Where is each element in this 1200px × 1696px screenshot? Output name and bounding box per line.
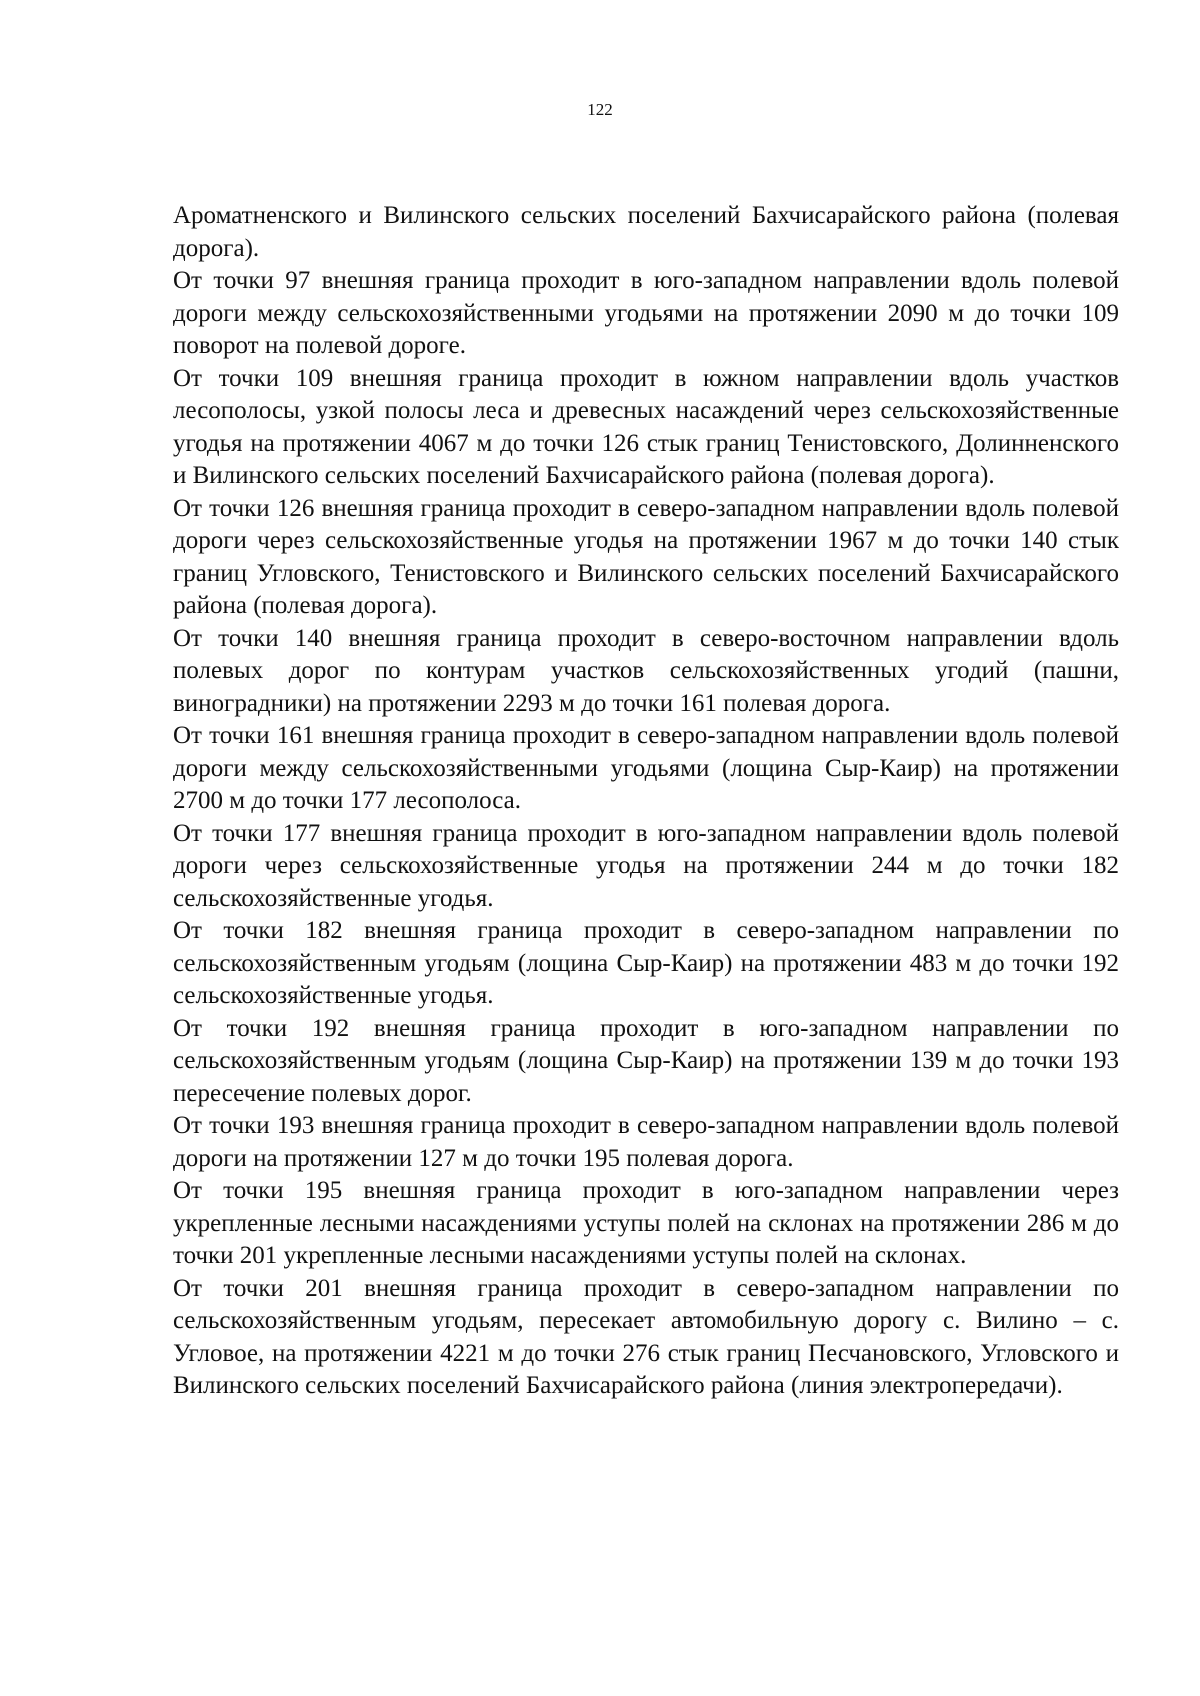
- paragraph: От точки 192 внешняя граница проходит в юго-западном направлении по сельскохозяйственным угодьям (лощина Сыр-Каир) на протяжении 139 м до точки 193 пересечение полевых дорог.: [173, 1014, 1119, 1107]
- paragraph: От точки 193 внешняя граница проходит в северо-западном направлении вдоль полевой дороги на протяжении 127 м до точки 195 полевая дорога.: [173, 1112, 1119, 1172]
- paragraph: Ароматненского и Вилинского сельских поселений Бахчисарайского района (полевая дорога).: [173, 202, 1119, 262]
- paragraph: От точки 126 внешняя граница проходит в северо-западном направлении вдоль полевой дороги через сельскохозяйственные угодья на протяжении 1967 м до точки 140 стык границ Угловского, Тенистовского и Вилинского сельских поселений Бахчисарайского района (полевая дорога).: [173, 494, 1119, 619]
- paragraph: От точки 140 внешняя граница проходит в северо-восточном направлении вдоль полевых дорог по контурам участков сельскохозяйственных угодий (пашни, виноградники) на протяжении 2293 м до точки 161 полевая дорога.: [173, 624, 1119, 717]
- page-number: 122: [587, 100, 613, 119]
- paragraph: От точки 177 внешняя граница проходит в юго-западном направлении вдоль полевой дороги через сельскохозяйственные угодья на протяжении 244 м до точки 182 сельскохозяйственные угодья.: [173, 819, 1119, 912]
- paragraph: От точки 201 внешняя граница проходит в северо-западном направлении по сельскохозяйственным угодьям, пересекает автомобильную дорогу с. Вилино – с. Угловое, на протяжении 4221 м до точки 276 стык границ Песчановского, Угловского и Вилинского сельских поселений Бахчисарайского района (линия электропередачи).: [173, 1274, 1119, 1399]
- document-body: [173, 200, 1119, 1403]
- paragraph: От точки 97 внешняя граница проходит в юго-западном направлении вдоль полевой дороги между сельскохозяйственными угодьями на протяжении 2090 м до точки 109 поворот на полевой дороге.: [173, 267, 1119, 359]
- paragraph: От точки 161 внешняя граница проходит в северо-западном направлении вдоль полевой дороги между сельскохозяйственными угодьями (лощина Сыр-Каир) на протяжении 2700 м до точки 177 лесополоса.: [173, 722, 1119, 814]
- paragraph: От точки 195 внешняя граница проходит в юго-западном направлении через укрепленные лесными насаждениями уступы полей на склонах на протяжении 286 м до точки 201 укрепленные лесными насаждениями уступы полей на склонах.: [173, 1177, 1119, 1269]
- paragraph: От точки 109 внешняя граница проходит в южном направлении вдоль участков лесополосы, узкой полосы леса и древесных насаждений через сельскохозяйственные угодья на протяжении 4067 м до точки 126 стык границ Тенистовского, Долинненского и Вилинского сельских поселений Бахчисарайского района (полевая дорога).: [173, 364, 1119, 489]
- paragraph: От точки 182 внешняя граница проходит в северо-западном направлении по сельскохозяйственным угодьям (лощина Сыр-Каир) на протяжении 483 м до точки 192 сельскохозяйственные угодья.: [173, 917, 1119, 1009]
